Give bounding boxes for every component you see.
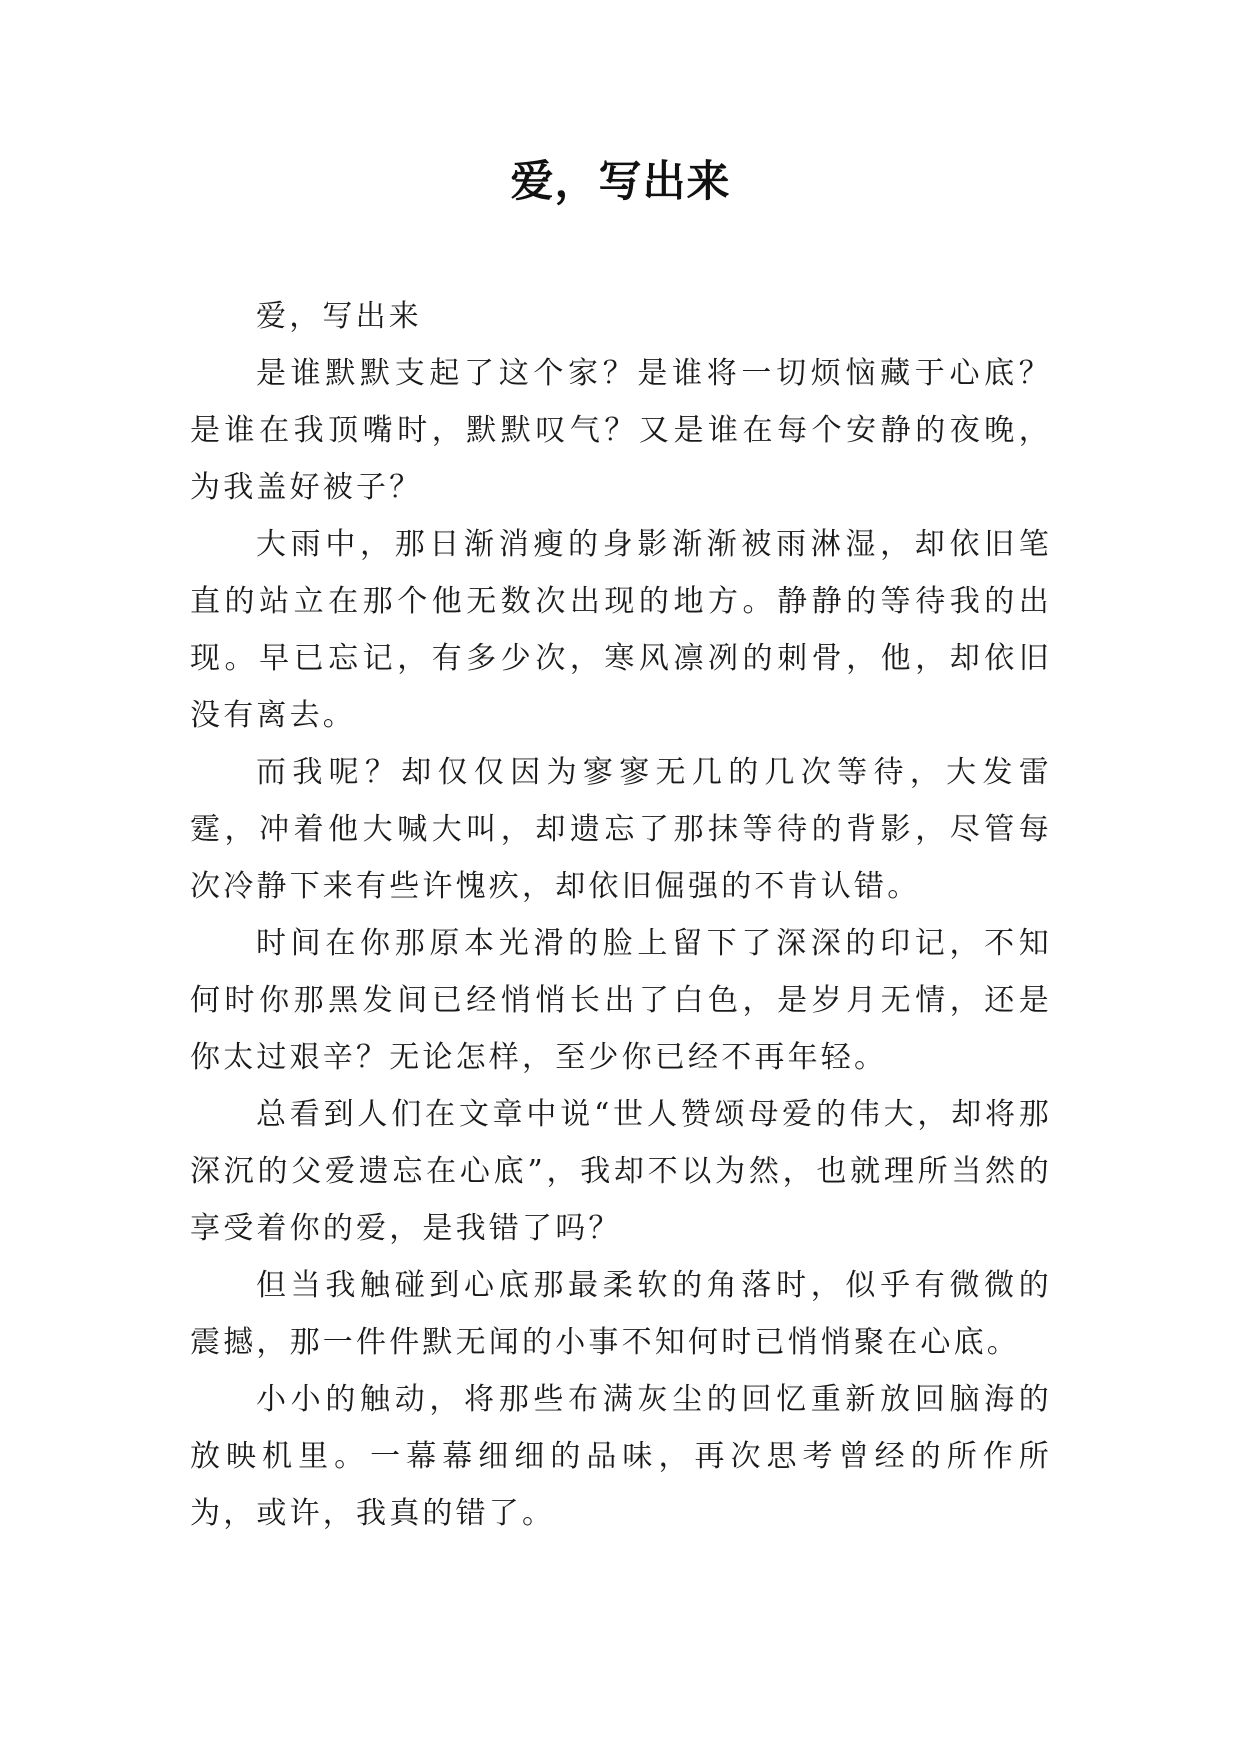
document-title: 爱，写出来	[510, 157, 731, 207]
paragraph: 时间在你那原本光滑的脸上留下了深深的印记，不知何时你那黑发间已经悄悄长出了白色，是岁月无情，还是你太过艰辛？无论怎样，至少你已经不再年轻。	[190, 926, 1052, 1075]
paragraph: 小小的触动，将那些布满灰尘的回忆重新放回脑海的放映机里。一幕幕细细的品味，再次思考曾经的所作所为，或许，我真的错了。	[190, 1382, 1052, 1531]
document-body	[190, 288, 1052, 1542]
paragraph: 爱，写出来	[256, 299, 422, 334]
paragraph: 是谁默默支起了这个家？是谁将一切烦恼藏于心底？是谁在我顶嘴时，默默叹气？又是谁在每个安静的夜晚，为我盖好被子？	[190, 356, 1052, 505]
paragraph: 总看到人们在文章中说“世人赞颂母爱的伟大，却将那深沉的父爱遗忘在心底”，我却不以为然，也就理所当然的享受着你的爱，是我错了吗？	[190, 1097, 1052, 1246]
paragraph: 而我呢？却仅仅因为寥寥无几的几次等待，大发雷霆，冲着他大喊大叫，却遗忘了那抹等待的背影，尽管每次冷静下来有些许愧疚，却依旧倔强的不肯认错。	[190, 755, 1052, 904]
paragraph: 但当我触碰到心底那最柔软的角落时，似乎有微微的震撼，那一件件默无闻的小事不知何时已悄悄聚在心底。	[190, 1268, 1052, 1360]
paragraph: 大雨中，那日渐消瘦的身影渐渐被雨淋湿，却依旧笔直的站立在那个他无数次出现的地方。静静的等待我的出现。早已忘记，有多少次，寒风凛冽的刺骨，他，却依旧没有离去。	[190, 527, 1052, 733]
